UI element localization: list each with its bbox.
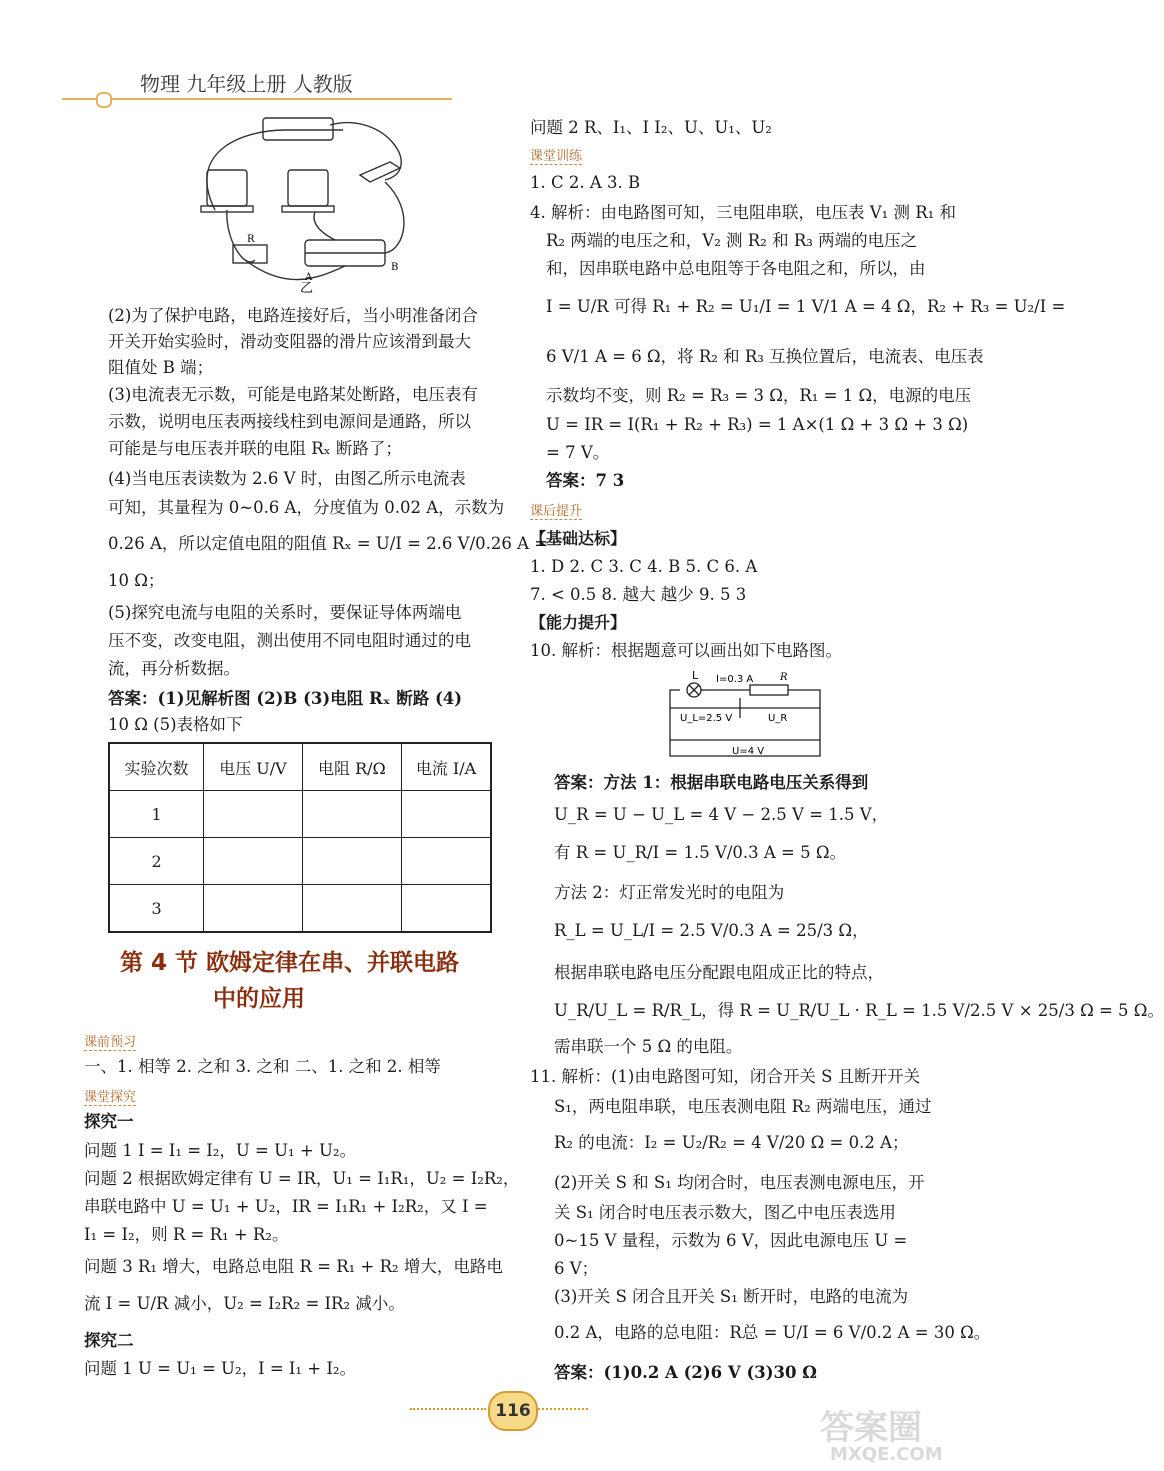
voltmeter-icon (207, 170, 247, 206)
analysis-line: = 7 V。 (546, 443, 610, 462)
analysis-line: 0~15 V 量程，示数为 6 V，因此电源电压 U = (554, 1231, 908, 1250)
explore-line: 串联电路中 U = U₁ + U₂，IR = I₁R₁ + I₂R₂，又 I = (84, 1197, 488, 1216)
analysis-line: 6 V； (554, 1259, 599, 1278)
table-header-row (109, 743, 491, 791)
basic-answer: 7. < 0.5 8. 越大 越少 9. 5 3 (530, 585, 747, 604)
answer-line: U_R/U_L = R/R_L，得 R = U_R/U_L · R_L = 1.5 V/2.5 V × 25/3 Ω = 5 Ω。 (554, 1001, 1164, 1020)
p4-line: (4)当电压表读数为 2.6 V 时，由图乙所示电流表 (108, 469, 466, 488)
footer-dots (410, 1408, 486, 1410)
table-cell: 2 (109, 838, 204, 885)
footer-dots (538, 1408, 588, 1410)
ability-heading: 【能力提升】 (530, 613, 627, 632)
label-ul: U_L=2.5 V (680, 713, 733, 724)
analysis-line: R₂ 的电流：I₂ = U₂/R₂ = 4 V/20 Ω = 0.2 A； (554, 1133, 909, 1152)
analysis-line: 10. 解析：根据题意可以画出如下电路图。 (530, 641, 842, 660)
watermark-en: MXQE.COM (830, 1444, 943, 1465)
answer-line: U_R = U − U_L = 4 V − 2.5 V = 1.5 V， (554, 805, 889, 824)
p2-line: (2)为了保护电路，电路连接好后，当小明准备闭合 (108, 306, 478, 325)
answer-line: 10 Ω (5)表格如下 (108, 715, 243, 734)
battery-icon (263, 118, 333, 140)
ammeter-icon (288, 170, 328, 206)
explore-line: I₁ = I₂，则 R = R₁ + R₂。 (84, 1225, 289, 1244)
explore-heading: 探究一 (84, 1112, 134, 1131)
basic-answer: 1. D 2. C 3. C 4. B 5. C 6. A (530, 557, 758, 576)
explore-line: 流 I = U/R 减小，U₂ = I₂R₂ = IR₂ 减小。 (84, 1294, 405, 1313)
ans-line: 1. C 2. A 3. B (530, 173, 641, 192)
explore-line: 问题 1 U = U₁ = U₂，I = I₁ + I₂。 (84, 1359, 356, 1378)
explore-line: 问题 2 根据欧姆定律有 U = IR，U₁ = I₁R₁，U₂ = I₂R₂， (84, 1169, 520, 1188)
answer-line: 根据串联电路电压分配跟电阻成正比的特点， (554, 963, 884, 982)
header-rule (62, 98, 452, 100)
analysis-line: 4. 解析：由电路图可知，三电阻串联，电压表 V₁ 测 R₁ 和 (530, 203, 957, 222)
header-ornament-icon (96, 92, 112, 108)
resistor-icon (750, 685, 788, 695)
p5-line: (5)探究电流与电阻的关系时，要保证导体两端电 (108, 603, 462, 622)
basic-heading: 【基础达标】 (530, 529, 627, 548)
tag-after: 课后提升 (530, 500, 582, 520)
preview-line: 一、1. 相等 2. 之和 3. 之和 二、1. 之和 2. 相等 (84, 1057, 441, 1076)
p2-line: 阻值处 B 端； (108, 358, 214, 377)
table-header-cell: 电阻 R/Ω (302, 743, 401, 791)
answer-line: R_L = U_L/I = 2.5 V/0.3 A = 25/3 Ω， (554, 921, 869, 940)
table-cell: 3 (109, 885, 204, 933)
answer-line: 需串联一个 5 Ω 的电阻。 (554, 1037, 743, 1056)
table-header-cell: 实验次数 (109, 743, 204, 791)
analysis-line: 示数均不变，则 R₂ = R₃ = 3 Ω，R₁ = 1 Ω，电源的电压 (546, 386, 972, 405)
tag-class: 课堂训练 (530, 145, 582, 165)
label-ur: U_R (768, 713, 788, 724)
analysis-line: 关 S₁ 闭合时电压表示数大，图乙中电压表选用 (554, 1203, 896, 1222)
analysis-line: 和，因串联电路中总电阻等于各电阻之和，所以，由 (546, 259, 926, 278)
table-row (109, 885, 491, 933)
switch-icon (360, 162, 400, 182)
table-header-cell: 电流 I/A (402, 743, 491, 791)
fig-label-b: B (391, 262, 399, 273)
p3-line: 可能是与电压表并联的电阻 Rₓ 断路了； (108, 439, 402, 458)
p3-line: (3)电流表无示数，可能是电路某处断路，电压表有 (108, 385, 478, 404)
circuit-figure (185, 110, 425, 296)
section-title: 中的应用 (213, 986, 305, 1012)
label-lamp: L (692, 669, 699, 682)
fig-label-r: R (247, 234, 255, 245)
tag-preview: 课前预习 (84, 1031, 136, 1051)
label-current: I=0.3 A (716, 674, 754, 685)
table-row (109, 791, 491, 838)
analysis-line: (3)开关 S 闭合且开关 S₁ 断开时，电路的电流为 (554, 1287, 909, 1306)
table-header-cell: 电压 U/V (204, 743, 303, 791)
answer-line: 答案：7 3 (546, 471, 625, 490)
analysis-line: 6 V/1 A = 6 Ω，将 R₂ 和 R₃ 互换位置后，电流表、电压表 (546, 347, 984, 366)
answer-line: 答案：(1)0.2 A (2)6 V (3)30 Ω (554, 1363, 817, 1382)
p5-line: 压不变，改变电阻，测出使用不同电阻时通过的电 (108, 631, 471, 650)
table-cell: 1 (109, 791, 204, 838)
explore-line: 问题 3 R₁ 增大，电路总电阻 R = R₁ + R₂ 增大，电路电 (84, 1257, 503, 1276)
explore-line: 问题 1 I = I₁ = I₂，U = U₁ + U₂。 (84, 1141, 356, 1160)
q2-line: 问题 2 R、I₁、I I₂、U、U₁、U₂ (530, 118, 772, 137)
p4-line: 可知，其量程为 0~0.6 A，分度值为 0.02 A，示数为 (108, 498, 505, 517)
experiment-table (108, 742, 492, 933)
analysis-line: U = IR = I(R₁ + R₂ + R₃) = 1 A×(1 Ω + 3 Ω + 3 Ω) (546, 415, 969, 434)
analysis-line: 0.2 A，电路的总电阻：R总 = U/I = 6 V/0.2 A = 30 Ω。 (554, 1323, 991, 1342)
answer-line: 答案：(1)见解析图 (2)B (3)电阻 Rₓ 断路 (4) (108, 689, 463, 708)
answer-line: 有 R = U_R/I = 1.5 V/0.3 A = 5 Ω。 (554, 843, 847, 862)
p4-line: 0.26 A，所以定值电阻的阻值 Rₓ = U/I = 2.6 V/0.26 A = (108, 534, 549, 553)
analysis-line: (2)开关 S 和 S₁ 均闭合时，电压表测电源电压，开 (554, 1173, 925, 1192)
p2-line: 开关开始实验时，滑动变阻器的滑片应该滑到最大 (108, 332, 471, 351)
page-number: 116 (488, 1391, 538, 1431)
p5-line: 流，再分析数据。 (108, 659, 240, 678)
section-title: 第 4 节 欧姆定律在串、并联电路 (120, 950, 460, 976)
answer-line: 方法 2：灯正常发光时的电阻为 (554, 883, 785, 902)
analysis-line: I = U/R 可得 R₁ + R₂ = U₁/I = 1 V/1 A = 4 Ω，R₂ + R₃ = U₂/I = (546, 297, 1066, 316)
table-row (109, 838, 491, 885)
circuit-diagram (650, 668, 840, 766)
analysis-line: S₁，两电阻串联，电压表测电阻 R₂ 两端电压，通过 (554, 1097, 932, 1116)
watermark-cn: 答案圈 (820, 1408, 922, 1448)
label-resistor: R (780, 672, 788, 683)
answer-line: 答案：方法 1：根据串联电路电压关系得到 (554, 773, 869, 792)
tag-explore: 课堂探究 (84, 1086, 136, 1106)
analysis-line: 11. 解析：(1)由电路图可知，闭合开关 S 且断开开关 (530, 1067, 921, 1086)
p3-line: 示数，说明电压表两接线柱到电源间是通路，所以 (108, 412, 471, 431)
label-u: U=4 V (732, 746, 765, 757)
header-title: 物理 九年级上册 人教版 (140, 72, 353, 96)
p4-line: 10 Ω； (108, 571, 165, 590)
fig-label-a: A (305, 272, 313, 283)
fig-caption: 乙 (300, 281, 314, 296)
explore-heading: 探究二 (84, 1331, 134, 1350)
analysis-line: R₂ 两端的电压之和，V₂ 测 R₂ 和 R₃ 两端的电压之 (546, 231, 918, 250)
